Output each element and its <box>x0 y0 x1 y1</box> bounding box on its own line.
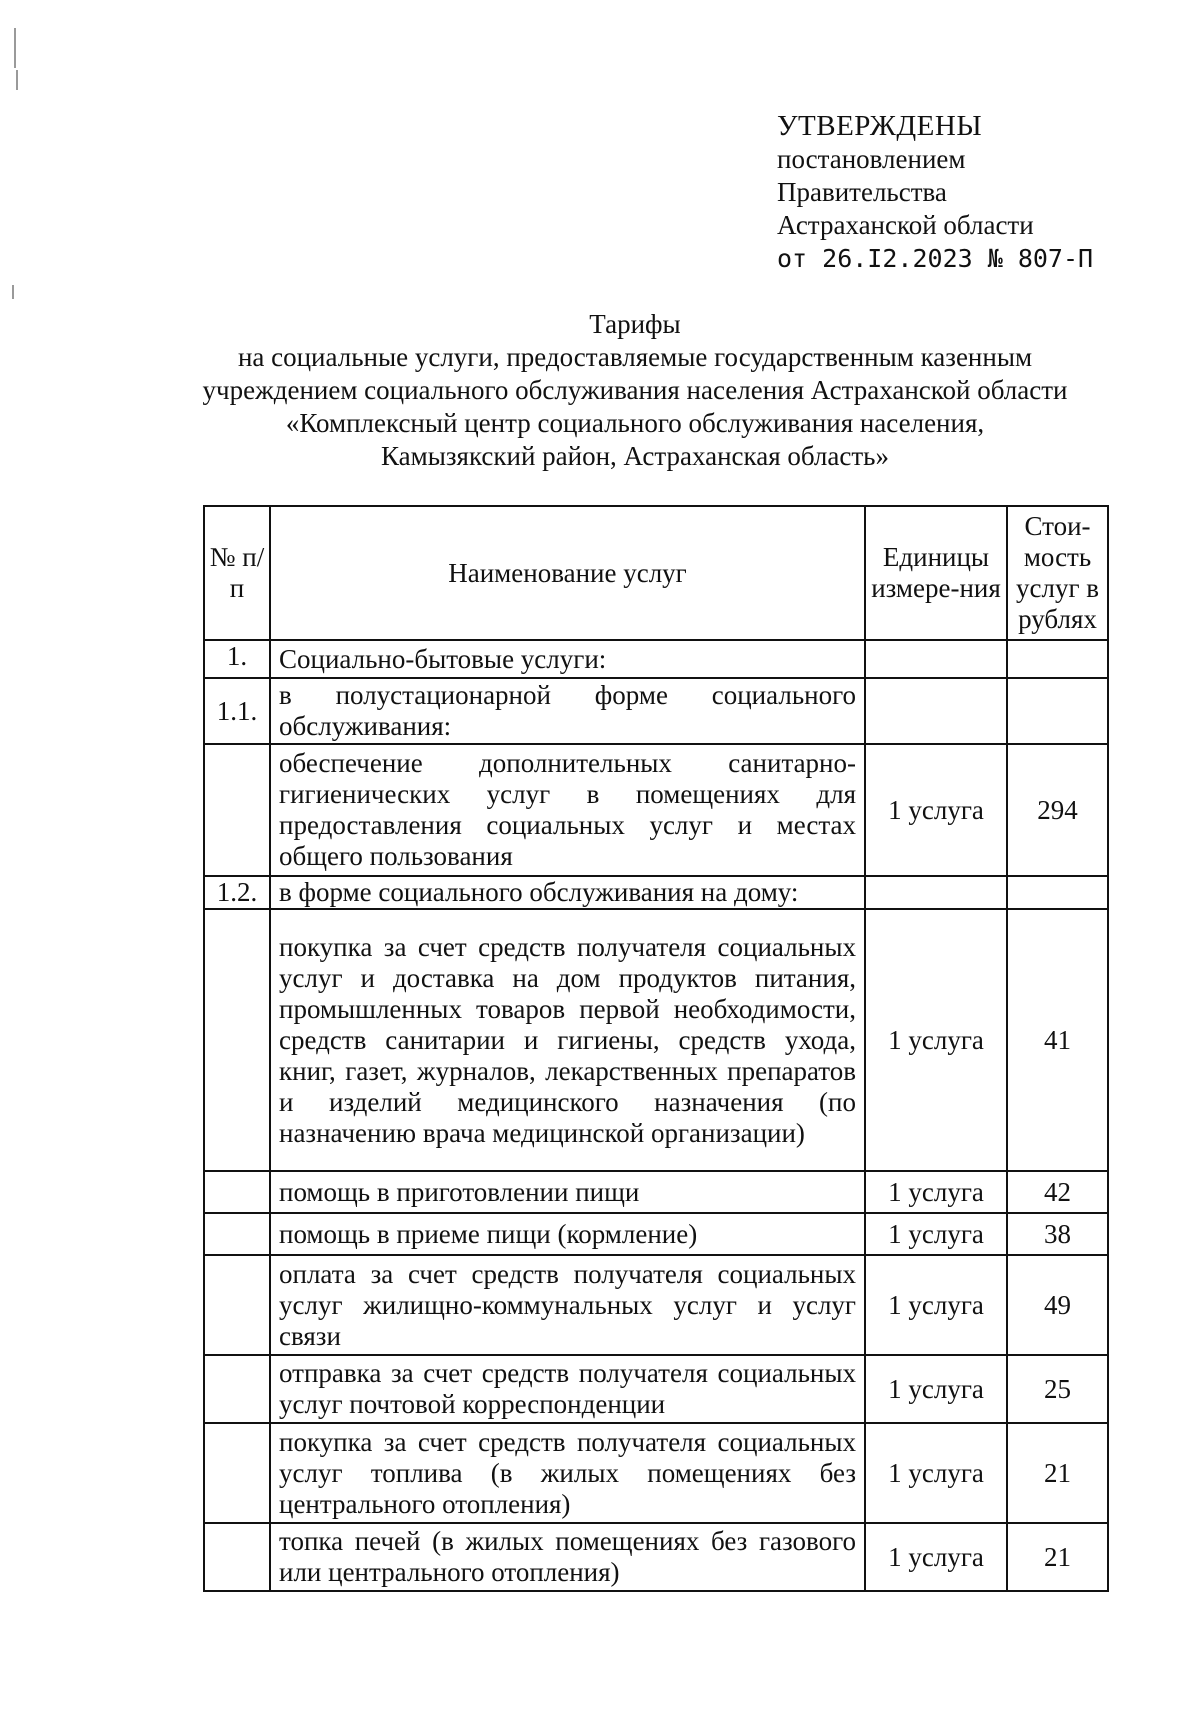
row-num <box>204 744 270 876</box>
header-cost: Стои-мость услуг в рублях <box>1007 506 1108 640</box>
row-name: покупка за счет средств получателя социальных услуг и доставка на дом продуктов питания, промышленных товаров первой необходимости, средств санитарии и гигиены, средств ухода, книг, газет, журналов, лекарственных препаратов и изделий медицинского назначения (по назначению врача медицинской организации) <box>270 909 865 1171</box>
tariffs-table <box>203 505 1109 1592</box>
row-num: 1.1. <box>204 678 270 744</box>
row-unit: 1 услуга <box>865 1423 1007 1523</box>
approval-heading: УТВЕРЖДЕНЫ <box>777 110 983 142</box>
row-num <box>204 1523 270 1591</box>
row-cost <box>1007 640 1108 678</box>
row-cost <box>1007 876 1108 909</box>
row-name: Социально-бытовые услуги: <box>270 640 865 678</box>
header-name: Наименование услуг <box>270 506 865 640</box>
table-row <box>204 640 1108 678</box>
title-line: учреждением социального обслуживания населения Астраханской области <box>202 375 1068 405</box>
table-row <box>204 909 1108 1171</box>
title-line: на социальные услуги, предоставляемые государственным казенным <box>237 342 1033 372</box>
row-name: топка печей (в жилых помещениях без газового или центрального отопления) <box>270 1523 865 1591</box>
row-unit: 1 услуга <box>865 744 1007 876</box>
row-cost: 38 <box>1007 1213 1108 1255</box>
row-cost: 21 <box>1007 1423 1108 1523</box>
row-name: оплата за счет средств получателя социальных услуг жилищно-коммунальных услуг и услуг связи <box>270 1255 865 1355</box>
title-heading: Тарифы <box>589 309 681 339</box>
table-row <box>204 1355 1108 1423</box>
row-unit: 1 услуга <box>865 1171 1007 1213</box>
table-row <box>204 876 1108 909</box>
row-num <box>204 1423 270 1523</box>
row-unit <box>865 678 1007 744</box>
header-unit: Единицы измере-ния <box>865 506 1007 640</box>
row-num <box>204 1255 270 1355</box>
scan-mark <box>16 70 18 90</box>
table-row <box>204 1171 1108 1213</box>
header-num: № п/п <box>204 506 270 640</box>
row-num <box>204 1213 270 1255</box>
row-cost: 21 <box>1007 1523 1108 1591</box>
row-name: отправка за счет средств получателя социальных услуг почтовой корреспонденции <box>270 1355 865 1423</box>
table-row <box>204 678 1108 744</box>
table-row <box>204 744 1108 876</box>
row-cost: 294 <box>1007 744 1108 876</box>
row-name: в полустационарной форме социального обслуживания: <box>270 678 865 744</box>
approval-date-number: от 26.I2.2023 № 807-П <box>777 244 1094 273</box>
row-cost: 41 <box>1007 909 1108 1171</box>
row-num: 1. <box>204 640 270 678</box>
approval-line: постановлением <box>777 144 966 174</box>
row-cost: 25 <box>1007 1355 1108 1423</box>
row-unit: 1 услуга <box>865 1213 1007 1255</box>
row-unit: 1 услуга <box>865 1523 1007 1591</box>
document-title <box>0 308 1200 473</box>
row-unit <box>865 640 1007 678</box>
row-num <box>204 1355 270 1423</box>
row-name: помощь в приготовлении пищи <box>270 1171 865 1213</box>
row-num <box>204 909 270 1171</box>
title-line: Камызякский район, Астраханская область» <box>381 441 889 471</box>
row-name: в форме социального обслуживания на дому: <box>270 876 865 909</box>
approval-line: Правительства <box>777 177 947 207</box>
row-unit <box>865 876 1007 909</box>
table-row <box>204 1423 1108 1523</box>
title-line: «Комплексный центр социального обслуживания населения, <box>285 408 985 438</box>
row-name: покупка за счет средств получателя социальных услуг топлива (в жилых помещениях без центрального отопления) <box>270 1423 865 1523</box>
table-row <box>204 1255 1108 1355</box>
row-num: 1.2. <box>204 876 270 909</box>
row-unit: 1 услуга <box>865 1255 1007 1355</box>
row-cost: 49 <box>1007 1255 1108 1355</box>
table-header-row <box>204 506 1108 640</box>
approval-stamp <box>777 110 1093 275</box>
table-row <box>204 1213 1108 1255</box>
table-row <box>204 1523 1108 1591</box>
approval-line: Астраханской области <box>777 210 1034 240</box>
scan-mark <box>14 28 16 68</box>
row-name: обеспечение дополнительных санитарно-гигиенических услуг в помещениях для предоставления социальных услуг и местах общего пользования <box>270 744 865 876</box>
row-cost: 42 <box>1007 1171 1108 1213</box>
row-num <box>204 1171 270 1213</box>
row-name: помощь в приеме пищи (кормление) <box>270 1213 865 1255</box>
row-cost <box>1007 678 1108 744</box>
row-unit: 1 услуга <box>865 909 1007 1171</box>
row-unit: 1 услуга <box>865 1355 1007 1423</box>
scan-mark <box>12 285 14 299</box>
